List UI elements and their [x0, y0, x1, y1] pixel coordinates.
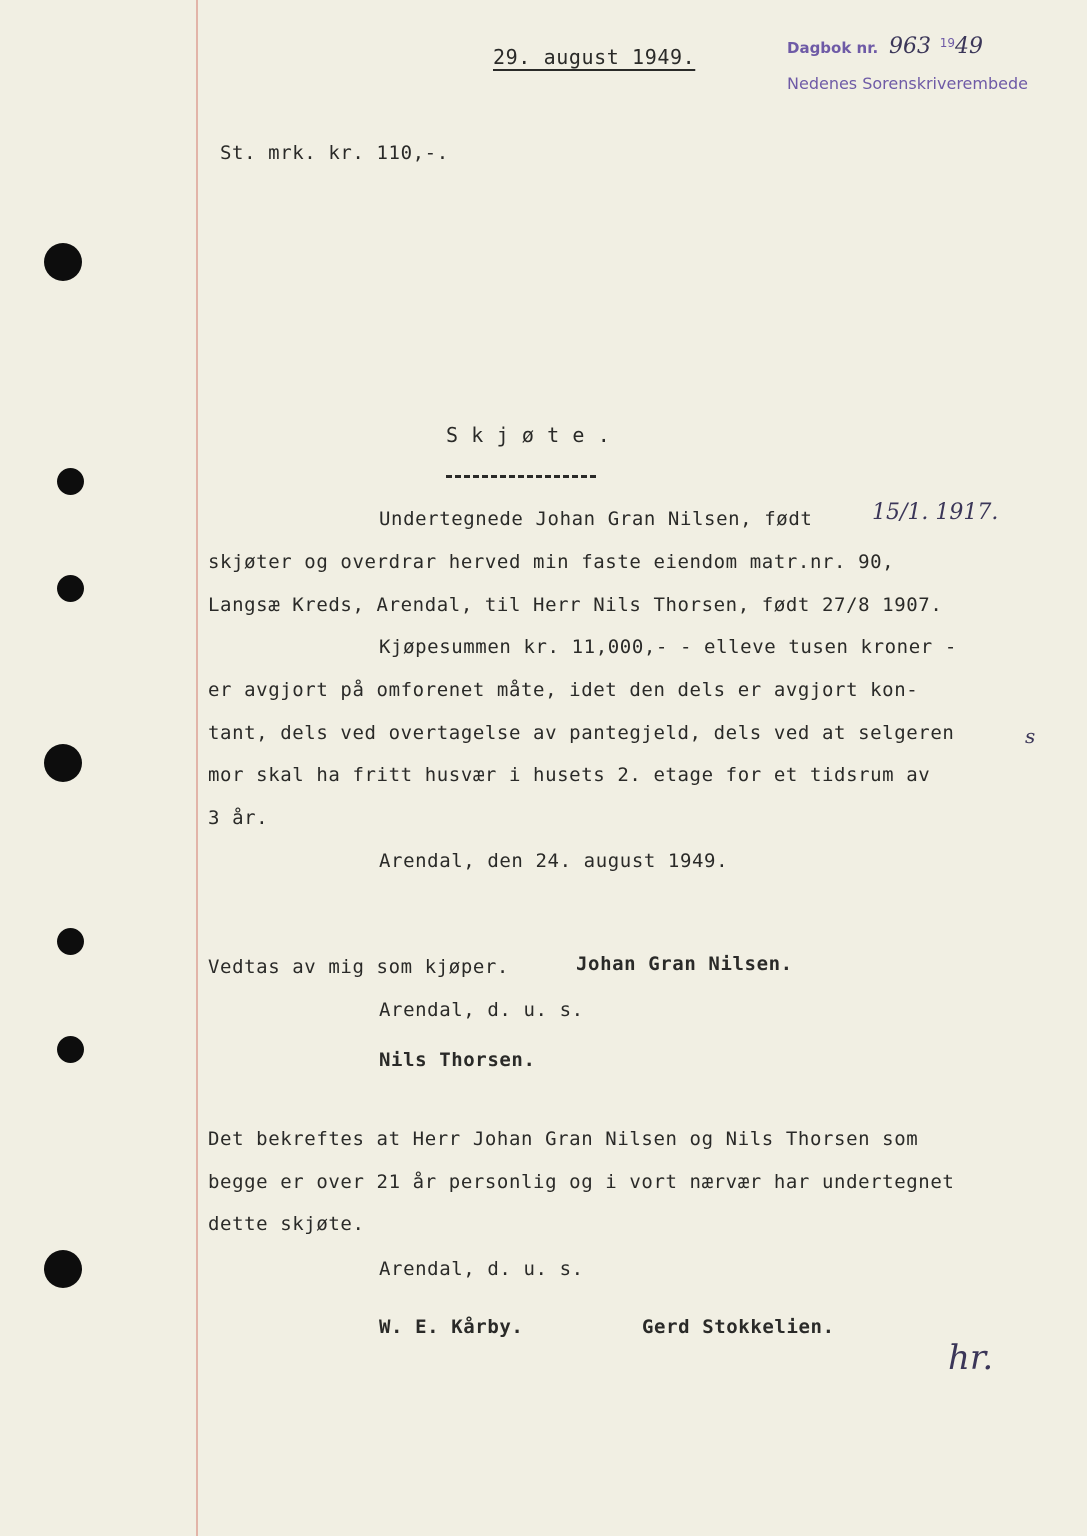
- body-line: Langsæ Kreds, Arendal, til Herr Nils Thorsen, født 27/8 1907.: [208, 594, 943, 616]
- place-same-date: Arendal, d. u. s.: [379, 999, 584, 1021]
- body-line: mor skal ha fritt husvær i husets 2. etage for et tidsrum av: [208, 764, 931, 786]
- stamp-fee-line: St. mrk. kr. 110,-.: [220, 142, 449, 164]
- witness-line: Det bekreftes at Herr Johan Gran Nilsen og Nils Thorsen som: [208, 1128, 919, 1150]
- witness-line: dette skjøte.: [208, 1213, 365, 1235]
- punch-hole-3: [57, 575, 84, 602]
- place-same-date: Arendal, d. u. s.: [379, 1258, 584, 1280]
- buyer-acceptance: Vedtas av mig som kjøper.: [208, 956, 509, 978]
- seller-signature: Johan Gran Nilsen.: [576, 953, 793, 975]
- witness-signature-1: W. E. Kårby.: [379, 1316, 524, 1338]
- body-line: 3 år.: [208, 807, 269, 829]
- stamp-number: 963: [888, 34, 931, 59]
- punch-hole-2: [57, 468, 84, 495]
- document-date: 29. august 1949.: [493, 45, 696, 69]
- journal-stamp: [787, 34, 983, 59]
- document-title: S k j ø t e .: [446, 423, 611, 447]
- punch-hole-6: [57, 1036, 84, 1063]
- birthdate-handwritten: 15/1. 1917.: [872, 500, 999, 525]
- body-line: Undertegnede Johan Gran Nilsen, født: [379, 508, 813, 530]
- punch-hole-4: [44, 744, 82, 782]
- stamp-office: Nedenes Sorenskriverembede: [787, 74, 1028, 93]
- buyer-signature: Nils Thorsen.: [379, 1049, 536, 1071]
- body-line: er avgjort på omforenet måte, idet den dels er avgjort kon-: [208, 679, 919, 701]
- place-date: Arendal, den 24. august 1949.: [379, 850, 729, 872]
- witness-line: begge er over 21 år personlig og i vort nærvær har undertegnet: [208, 1171, 955, 1193]
- title-underline: [446, 475, 596, 478]
- handwritten-correction: s: [1025, 724, 1036, 748]
- witness-signature-2: Gerd Stokkelien.: [642, 1316, 835, 1338]
- body-line: tant, dels ved overtagelse av pantegjeld, dels ved at selgeren: [208, 722, 955, 744]
- margin-rule: [196, 0, 198, 1536]
- stamp-prefix: Dagbok nr.: [787, 39, 879, 57]
- punch-hole-5: [57, 928, 84, 955]
- stamp-year-hand: 49: [955, 34, 984, 59]
- stamp-year-printed: 19: [939, 36, 956, 50]
- clerk-initials: hr.: [948, 1338, 994, 1378]
- punch-hole-7: [44, 1250, 82, 1288]
- punch-hole-1: [44, 243, 82, 281]
- body-line: Kjøpesummen kr. 11,000,- - elleve tusen kroner -: [379, 636, 957, 658]
- body-line: skjøter og overdrar herved min faste eiendom matr.nr. 90,: [208, 551, 895, 573]
